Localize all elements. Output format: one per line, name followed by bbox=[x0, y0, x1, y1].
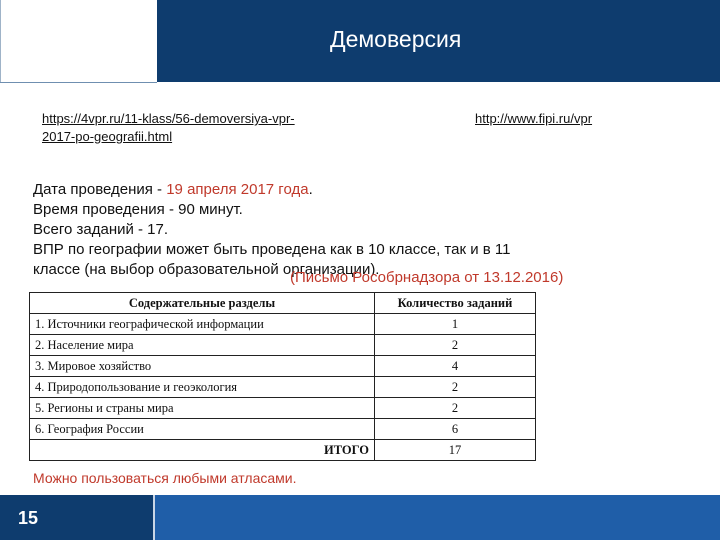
total-label: ИТОГО bbox=[30, 440, 375, 461]
row-section: 1. Источники географической информации bbox=[30, 314, 375, 335]
source-link-4vpr-line1[interactable]: https://4vpr.ru/11-klass/56-demoversiya-vpr- bbox=[42, 111, 295, 126]
table-row bbox=[30, 398, 536, 419]
table-header-row bbox=[30, 293, 536, 314]
sections-table bbox=[29, 292, 536, 461]
letter-note: (Письмо Рособрнадзора от 13.12.2016) bbox=[290, 269, 564, 286]
row-section: 6. География России bbox=[30, 419, 375, 440]
info-block bbox=[33, 180, 633, 280]
row-count: 6 bbox=[375, 419, 536, 440]
source-link-fipi[interactable]: http://www.fipi.ru/vpr bbox=[475, 111, 593, 126]
footer-separator bbox=[153, 495, 155, 540]
page-title: Демоверсия bbox=[330, 26, 462, 52]
row-count: 2 bbox=[375, 377, 536, 398]
date-end: . bbox=[308, 181, 313, 198]
table-row bbox=[30, 314, 536, 335]
row-section: 5. Регионы и страны мира bbox=[30, 398, 375, 419]
source-link-4vpr[interactable] bbox=[42, 110, 295, 146]
row-count: 2 bbox=[375, 335, 536, 356]
table-total-row bbox=[30, 440, 536, 461]
table-row bbox=[30, 419, 536, 440]
atlas-note: Можно пользоваться любыми атласами. bbox=[33, 470, 297, 486]
total-value: 17 bbox=[375, 440, 536, 461]
header-count: Количество заданий bbox=[375, 293, 536, 314]
table-row bbox=[30, 356, 536, 377]
table-row bbox=[30, 335, 536, 356]
tasks-line: Всего заданий - 17. bbox=[33, 221, 169, 238]
row-section: 2. Население мира bbox=[30, 335, 375, 356]
header-left-rule bbox=[0, 0, 1, 82]
row-count: 2 bbox=[375, 398, 536, 419]
table-row bbox=[30, 377, 536, 398]
row-count: 1 bbox=[375, 314, 536, 335]
source-link-4vpr-line2[interactable]: 2017-po-geografii.html bbox=[42, 129, 173, 144]
date-value: 19 апреля 2017 года bbox=[166, 181, 309, 198]
vpr-line-1: ВПР по географии может быть проведена как в 10 классе, так и в 11 bbox=[33, 241, 511, 258]
vpr-line-2: классе (на выбор образовательной организации). bbox=[33, 261, 380, 278]
row-count: 4 bbox=[375, 356, 536, 377]
header-sections: Содержательные разделы bbox=[30, 293, 375, 314]
page-number: 15 bbox=[18, 508, 39, 528]
row-section: 4. Природопользование и геоэкология bbox=[30, 377, 375, 398]
row-section: 3. Мировое хозяйство bbox=[30, 356, 375, 377]
date-line bbox=[33, 180, 633, 200]
time-line: Время проведения - 90 минут. bbox=[33, 201, 243, 218]
date-label: Дата проведения - bbox=[33, 181, 167, 198]
header-divider bbox=[0, 82, 157, 83]
